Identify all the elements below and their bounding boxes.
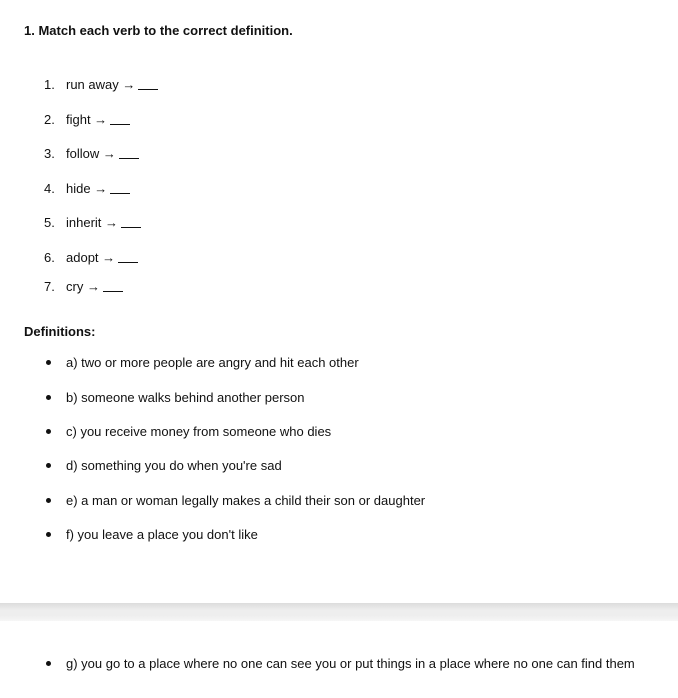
question-title: 1. Match each verb to the correct definition. xyxy=(24,23,293,38)
bullet-icon xyxy=(46,360,51,365)
bullet-icon xyxy=(46,463,51,468)
definition-item xyxy=(46,493,425,508)
verb-number: 4. xyxy=(44,181,55,196)
document-page-2 xyxy=(0,621,678,698)
verb-item xyxy=(44,146,139,161)
verb-number: 6. xyxy=(44,250,55,265)
verb-item xyxy=(44,77,158,92)
verb-text: run away → xyxy=(66,77,136,92)
definition-item xyxy=(46,424,331,439)
definition-item xyxy=(46,458,282,473)
verb-number: 3. xyxy=(44,146,55,161)
verb-text: inherit → xyxy=(66,215,119,230)
definitions-heading: Definitions: xyxy=(24,324,96,339)
verb-text: adopt → xyxy=(66,250,116,265)
verb-item xyxy=(44,250,138,265)
bullet-icon xyxy=(46,429,51,434)
bullet-icon xyxy=(46,661,51,666)
bullet-icon xyxy=(46,532,51,537)
answer-blank[interactable] xyxy=(103,290,123,292)
verb-item xyxy=(44,112,130,127)
verb-number: 2. xyxy=(44,112,55,127)
definition-item xyxy=(46,527,258,542)
definition-text: a) two or more people are angry and hit each other xyxy=(66,355,359,370)
definition-item xyxy=(46,355,359,370)
verb-item xyxy=(44,215,141,230)
answer-blank[interactable] xyxy=(118,261,138,263)
definition-item xyxy=(46,656,635,671)
definition-text: g) you go to a place where no one can see you or put things in a place where no one can find them xyxy=(66,656,635,671)
definition-text: e) a man or woman legally makes a child their son or daughter xyxy=(66,493,426,508)
bullet-icon xyxy=(46,395,51,400)
verb-item xyxy=(44,279,123,294)
verb-text: cry → xyxy=(66,279,100,294)
verb-number: 7. xyxy=(44,279,55,294)
definition-item xyxy=(46,390,304,405)
answer-blank[interactable] xyxy=(110,192,130,194)
verb-number: 5. xyxy=(44,215,55,230)
verb-text: hide → xyxy=(66,181,108,196)
answer-blank[interactable] xyxy=(121,226,141,228)
definition-text: b) someone walks behind another person xyxy=(66,390,305,405)
answer-blank[interactable] xyxy=(119,157,139,159)
verb-text: fight → xyxy=(66,112,108,127)
answer-blank[interactable] xyxy=(110,123,130,125)
answer-blank[interactable] xyxy=(138,88,158,90)
verb-item xyxy=(44,181,130,196)
definition-text: c) you receive money from someone who dies xyxy=(66,424,332,439)
definition-text: d) something you do when you're sad xyxy=(66,458,282,473)
page-separator xyxy=(0,603,678,621)
bullet-icon xyxy=(46,498,51,503)
verb-number: 1. xyxy=(44,77,55,92)
verb-text: follow → xyxy=(66,146,116,161)
definition-text: f) you leave a place you don't like xyxy=(66,527,258,542)
